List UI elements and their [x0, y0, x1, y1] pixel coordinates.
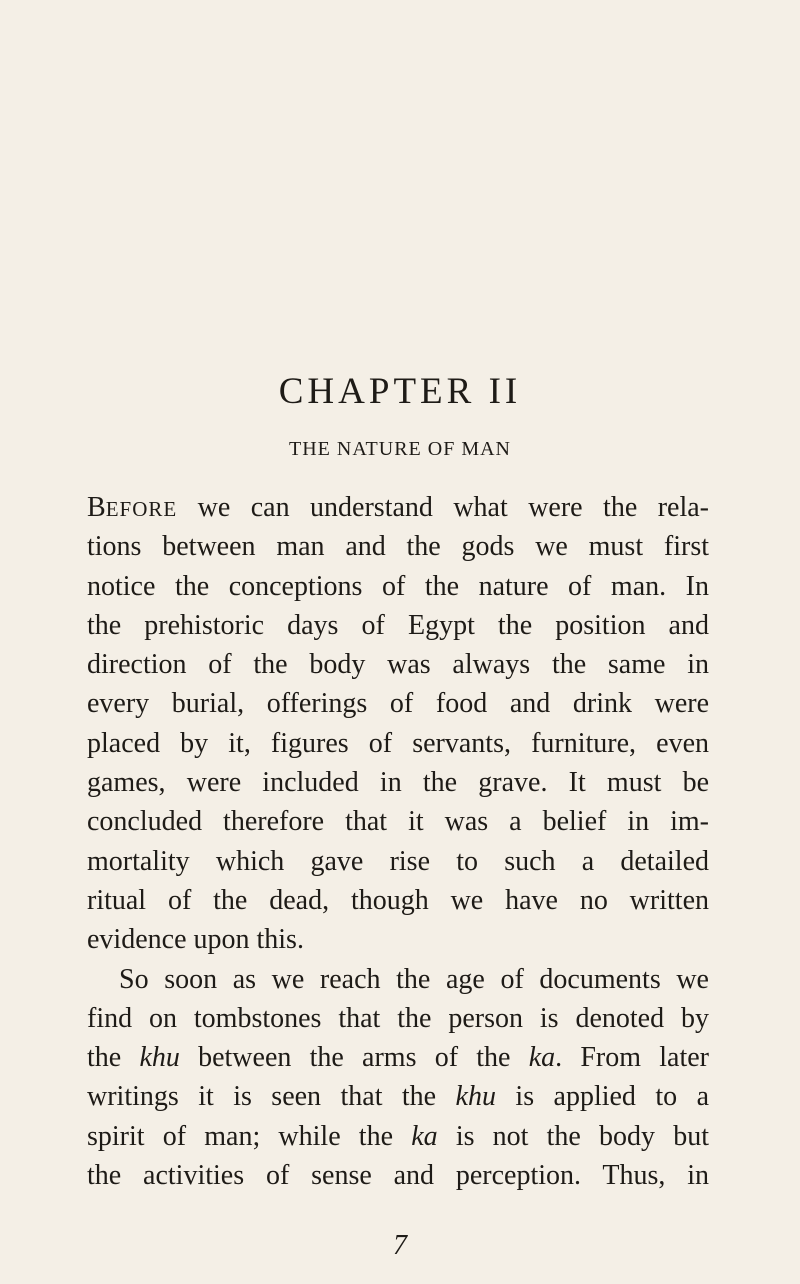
paragraph-1-line-1: [87, 488, 709, 527]
italic-term-ka: ka: [411, 1120, 438, 1152]
paragraph-1-line: concluded therefore that it was a belief in im-: [87, 806, 709, 838]
paragraph-1-line: tions between man and the gods we must first: [87, 531, 709, 563]
paragraph-1-line: notice the conceptions of the nature of man. In: [87, 570, 709, 602]
line-text: the: [87, 1042, 140, 1074]
chapter-subtitle: THE NATURE OF MAN: [289, 438, 511, 460]
chapter-title: CHAPTER II: [278, 371, 522, 412]
small-caps-word: EFORE: [105, 497, 178, 521]
paragraph-2-line-6: the activities of sense and perception. Thus, in: [87, 1160, 709, 1192]
paragraph-2-line-4: [87, 1077, 709, 1116]
line-text: we can understand what were the rela-: [177, 492, 709, 523]
body-text: [87, 488, 709, 1195]
paragraph-1-line: games, were included in the grave. It must be: [87, 767, 709, 799]
small-caps-initial: B: [87, 492, 106, 523]
line-text: between the arms of the: [179, 1042, 529, 1074]
paragraph-1-line: placed by it, figures of servants, furniture, even: [87, 727, 709, 759]
line-text: is applied to a: [495, 1081, 709, 1113]
line-text: is not the body but: [437, 1120, 709, 1152]
paragraph-1-line: ritual of the dead, though we have no written: [87, 884, 709, 916]
italic-term-ka: ka: [528, 1042, 556, 1074]
line-text: spirit of man; while the: [87, 1120, 412, 1152]
paragraph-1-line: mortality which gave rise to such a detailed: [87, 845, 709, 877]
paragraph-2-line-1: So soon as we reach the age of documents we: [119, 963, 709, 995]
italic-term-khu: khu: [455, 1081, 496, 1113]
paragraph-1-line: direction of the body was always the same in: [87, 649, 709, 681]
page-number: 7: [393, 1230, 407, 1261]
paragraph-2-line-3: [87, 1038, 709, 1077]
paragraph-1-line: the prehistoric days of Egypt the position and: [87, 609, 709, 641]
paragraph-2-line-2: find on tombstones that the person is denoted by: [87, 1002, 709, 1034]
italic-term-khu: khu: [139, 1042, 180, 1074]
paragraph-1-line: every burial, offerings of food and drink were: [87, 688, 709, 720]
paragraph-2-line-5: [87, 1117, 709, 1156]
paragraph-1-last-line: evidence upon this.: [87, 924, 304, 956]
line-text: writings it is seen that the: [87, 1081, 456, 1113]
line-text: . From later: [555, 1042, 709, 1074]
